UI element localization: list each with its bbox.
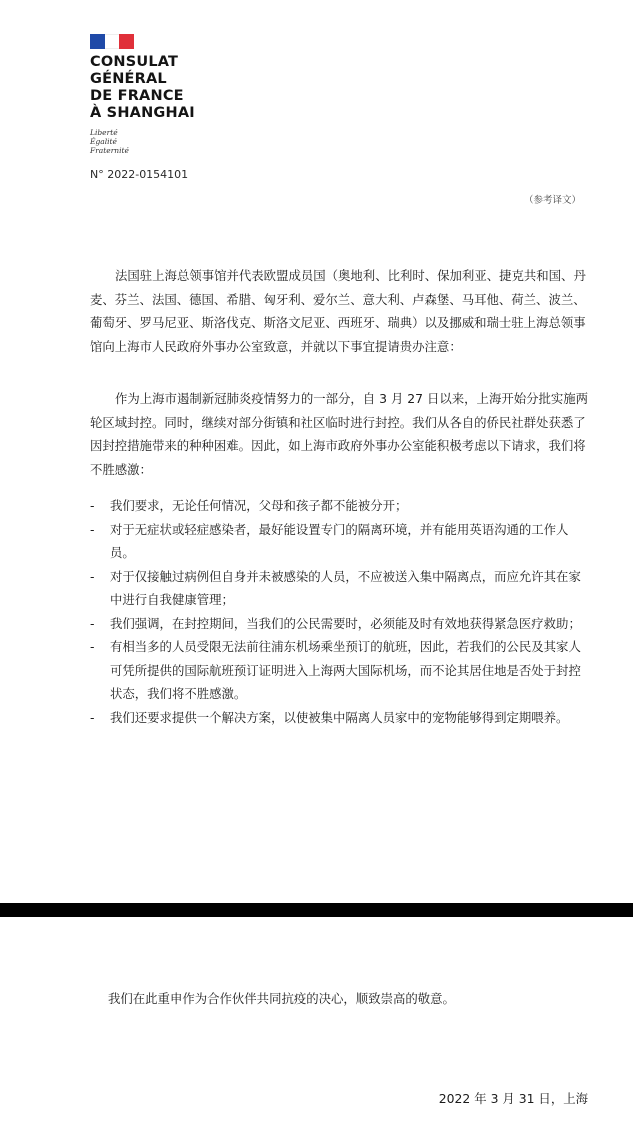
republic-motto bbox=[90, 128, 270, 155]
page-divider bbox=[0, 903, 633, 917]
bullet-marker: - bbox=[90, 568, 95, 584]
list-item bbox=[90, 518, 590, 565]
request-text: 对于无症状或轻症感染者，最好能设置专门的隔离环境，并有能用英语沟通的工作人员。 bbox=[110, 521, 569, 560]
letter-page-2 bbox=[0, 917, 633, 1141]
closing-sentence: 我们在此重申作为合作伙伴共同抗疫的决心，顺致崇高的敬意。 bbox=[108, 991, 455, 1006]
bullet-marker: - bbox=[90, 639, 95, 654]
opening-paragraph: 法国驻上海总领事馆并代表欧盟成员国（奥地利、比利时、保加利亚、捷克共和国、丹麦、芬兰、法国、德国、希腊、匈牙利、爱尔兰、意大利、卢森堡、马耳他、荷兰、波兰、葡萄牙、罗马尼亚、斯洛伐克、斯洛文尼亚、西班牙、瑞典）以及挪威和瑞士驻上海总领事馆向上海市人民政府外事办公室致意，并就以下事宜提请贵办注意： bbox=[90, 268, 586, 354]
context-paragraph: 作为上海市遏制新冠肺炎疫情努力的一部分，自 3 月 27 日以来，上海开始分批实施两轮区域封控。同时，继续对部分街镇和社区临时进行封控。我们从各自的侨民社群处获悉了因封控措施带来的种种困难。因此，如上海市政府外事办公室能积极考虑以下请求，我们将不胜感激： bbox=[90, 391, 589, 477]
list-item bbox=[90, 612, 590, 636]
request-text: 我们还要求提供一个解决方案，以使被集中隔离人员家中的宠物能够得到定期喂养。 bbox=[110, 709, 569, 725]
motto-line: Liberté bbox=[90, 128, 118, 137]
request-text: 我们强调，在封控期间，当我们的公民需要时，必须能及时有效地获得紧急医疗救助； bbox=[110, 615, 581, 631]
bullet-marker: - bbox=[90, 498, 95, 513]
flag-white-stripe bbox=[105, 34, 120, 49]
list-item bbox=[90, 706, 590, 730]
consulate-name bbox=[90, 54, 270, 122]
bullet-marker: - bbox=[90, 615, 95, 631]
french-flag-icon bbox=[90, 34, 134, 49]
translation-note: （参考译文） bbox=[523, 195, 581, 206]
motto-line: Fraternité bbox=[90, 146, 129, 155]
list-item bbox=[90, 494, 590, 518]
consulate-name-line: GÉNÉRAL bbox=[90, 71, 167, 87]
date-and-place: 2022 年 3 月 31 日，上海 bbox=[438, 1091, 588, 1106]
flag-red-stripe bbox=[119, 34, 134, 49]
consulate-logo bbox=[90, 34, 270, 155]
reference-number: N° 2022-0154101 bbox=[90, 168, 189, 181]
bullet-marker: - bbox=[90, 521, 95, 537]
request-text: 有相当多的人员受限无法前往浦东机场乘坐预订的航班，因此，若我们的公民及其家人可凭所提供的国际航班预订证明进入上海两大国际机场，而不论其居住地是否处于封控状态，我们将不胜感激。 bbox=[110, 639, 581, 701]
request-list bbox=[90, 494, 590, 729]
list-item bbox=[90, 565, 590, 612]
consulate-name-line: CONSULAT bbox=[90, 54, 179, 70]
list-item bbox=[90, 635, 590, 706]
consulate-name-line: À SHANGHAI bbox=[90, 105, 195, 121]
motto-line: Égalité bbox=[90, 137, 117, 146]
bullet-marker: - bbox=[90, 709, 95, 725]
request-text: 对于仅接触过病例但自身并未被感染的人员，不应被送入集中隔离点，而应允许其在家中进行自我健康管理； bbox=[110, 568, 581, 607]
request-text: 我们要求，无论任何情况，父母和孩子都不能被分开； bbox=[110, 498, 408, 513]
flag-blue-stripe bbox=[90, 34, 105, 49]
consulate-name-line: DE FRANCE bbox=[90, 88, 184, 104]
